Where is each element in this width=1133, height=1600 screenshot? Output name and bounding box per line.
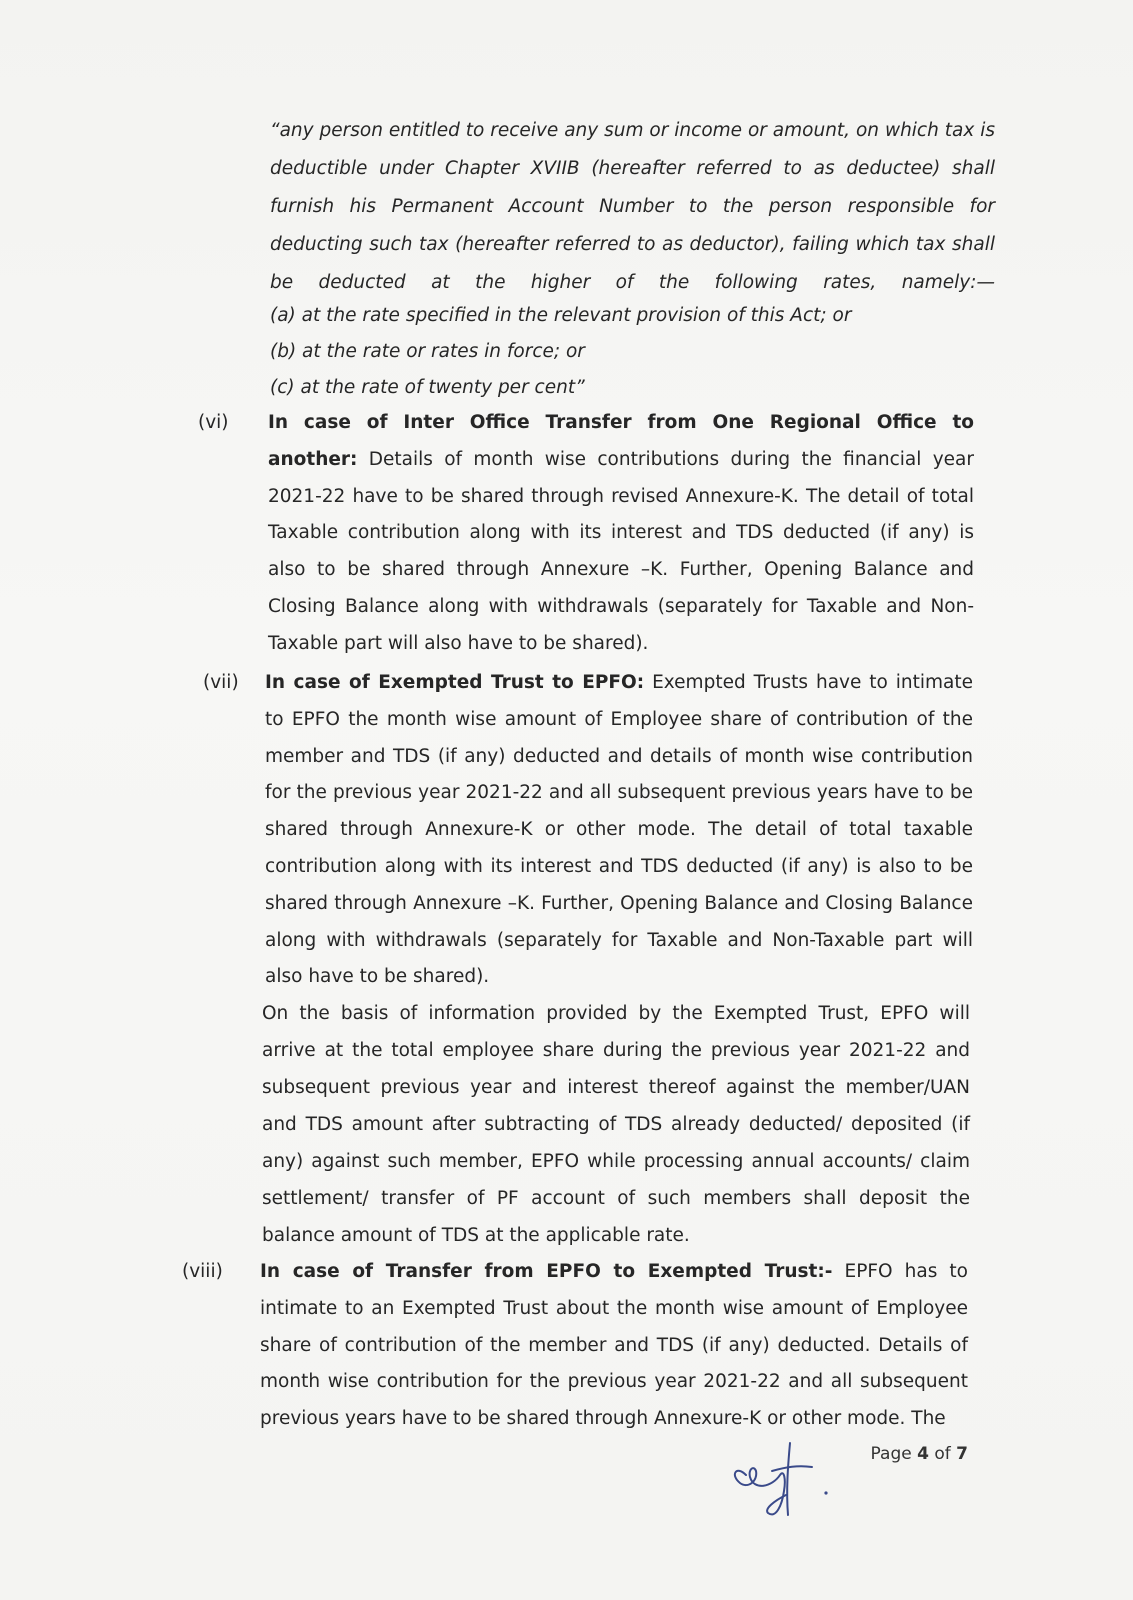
rate-clause-list bbox=[270, 298, 995, 406]
item-number: (vi) bbox=[198, 412, 229, 433]
item-number: (viii) bbox=[182, 1261, 223, 1282]
page-total: 7 bbox=[956, 1444, 968, 1464]
rate-clause-c: (c) at the rate of twenty per cent” bbox=[270, 377, 585, 398]
item-vii bbox=[203, 665, 974, 996]
page-number: 4 bbox=[917, 1444, 929, 1464]
page-of: of bbox=[928, 1444, 957, 1464]
item-vi bbox=[198, 405, 974, 663]
rate-clause-a: (a) at the rate specified in the relevant provision of this Act; or bbox=[270, 305, 852, 326]
item-heading: In case of Exempted Trust to EPFO: bbox=[265, 672, 645, 693]
item-heading: In case of Inter Office Transfer from One Regional Office to another: bbox=[268, 412, 974, 470]
page-number-footer bbox=[871, 1444, 968, 1464]
item-vii-followup bbox=[262, 995, 970, 1254]
quoted-provision-text: “any person entitled to receive any sum or income or amount, on which tax is deductible under Chapter XVIIB (hereafter referred to as deductee) shall furnish his Permanent Account Number to the person responsible for deducting such tax (hereafter referred to as deductor), failing which tax shall be deducted at the higher of the following rates, namely:— bbox=[270, 120, 995, 293]
item-body: EPFO has to intimate to an Exempted Trust about the month wise amount of Employee share of contribution of the member and TDS (if any) deducted. Details of month wise contribution for the previous year 2021-22 and all subsequent previous years have to be shared through Annexure-K or other mode. The bbox=[260, 1261, 968, 1430]
handwritten-initials-signature bbox=[728, 1435, 838, 1525]
item-heading: In case of Transfer from EPFO to Exempted Trust:- bbox=[260, 1261, 833, 1282]
item-body: Details of month wise contributions during the financial year 2021-22 have to be shared through revised Annexure-K. The detail of total Taxable contribution along with its interest and TDS deducted (if any) is also to be shared through Annexure –K. Further, Opening Balance and Closing Balance along with withdrawals (separately for Taxable and Non-Taxable part will also have to be shared). bbox=[268, 448, 974, 654]
followup-text: On the basis of information provided by the Exempted Trust, EPFO will arrive at the total employee share during the previous year 2021-22 and subsequent previous year and interest thereof against the member/UAN and TDS amount after subtracting of TDS already deducted/ deposited (if any) against such member, EPFO while processing annual accounts/ claim settlement/ transfer of PF account of such members shall deposit the balance amount of TDS at the applicable rate. bbox=[262, 1003, 970, 1246]
page-prefix: Page bbox=[870, 1444, 918, 1464]
quoted-provision bbox=[270, 112, 995, 302]
rate-clause-b: (b) at the rate or rates in force; or bbox=[270, 341, 585, 362]
item-viii bbox=[182, 1254, 968, 1438]
item-body: Exempted Trusts have to intimate to EPFO the month wise amount of Employee share of contribution of the member and TDS (if any) deducted and details of month wise contribution for the previous year 2021-22 and all subsequent previous years have to be shared through Annexure-K or other mode. The detail of total taxable contribution along with its interest and TDS deducted (if any) is also to be shared through Annexure –K. Further, Opening Balance and Closing Balance along with withdrawals (separately for Taxable and Non-Taxable part will also have to be shared). bbox=[265, 672, 974, 988]
item-number: (vii) bbox=[203, 672, 239, 693]
